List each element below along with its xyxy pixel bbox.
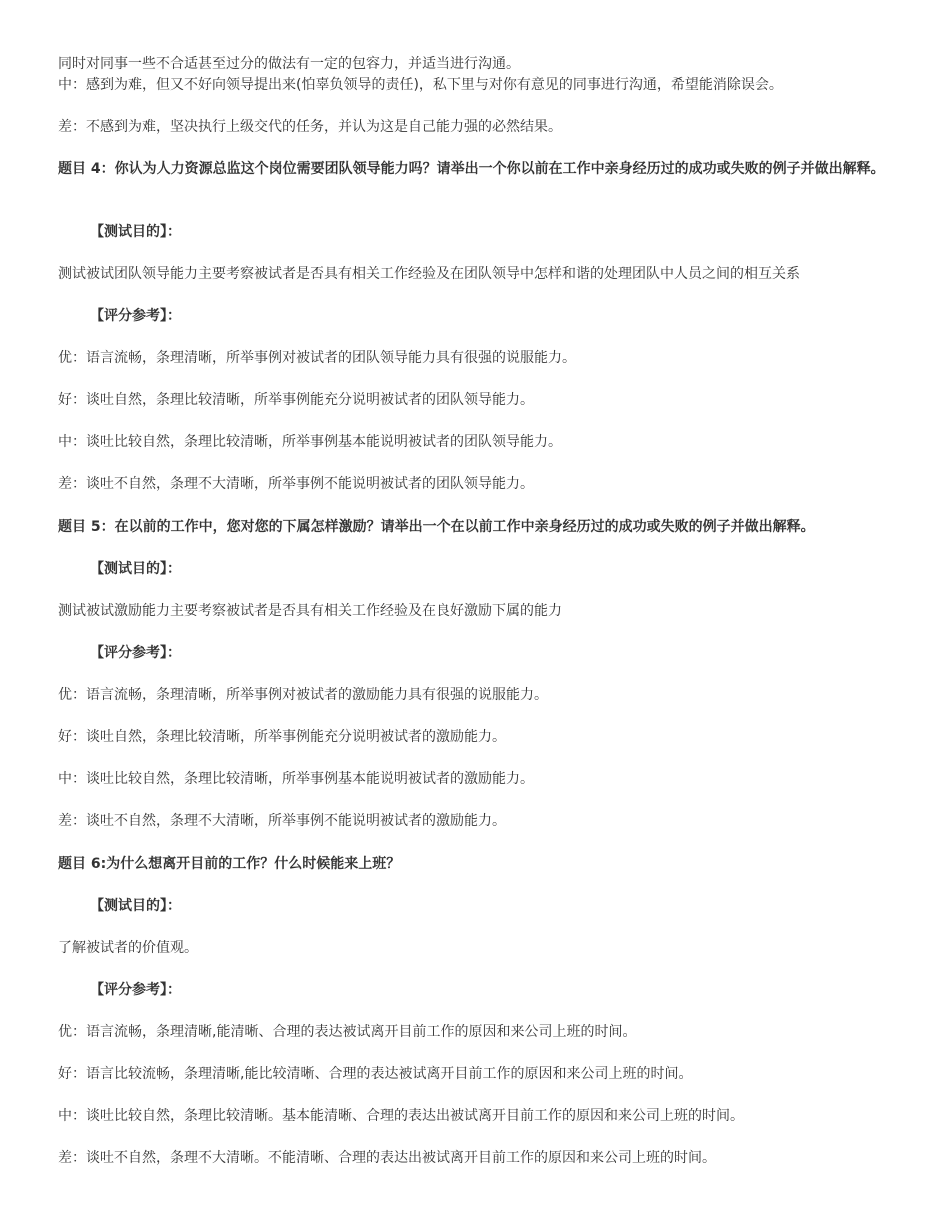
q4-purpose-text: 测试被试团队领导能力主要考察被试者是否具有相关工作经验及在团队领导中怎样和谐的处理团队中人员之间的相互关系 — [58, 266, 800, 282]
q6-purpose-heading: 【测试目的】： — [90, 898, 181, 914]
q4-purpose-heading: 【测试目的】： — [90, 224, 181, 240]
q6-purpose-text: 了解被试者的价值观。 — [58, 940, 198, 956]
question-5-title: 题目 5：在以前的工作中，您对您的下属怎样激励？请举出一个在以前工作中亲身经历过的成功或失败的例子并做出解释。 — [58, 519, 815, 535]
paragraph-intro-mid: 中：感到为难，但又不好向领导提出来(怕辜负领导的责任)，私下里与对你有意见的同事进行沟通，希望能消除误会。 — [58, 77, 783, 93]
q6-score-bad: 差：谈吐不自然，条理不大清晰。不能清晰、合理的表达出被试离开目前工作的原因和来公司上班的时间。 — [58, 1150, 716, 1166]
q4-score-good: 好：谈吐自然，条理比较清晰，所举事例能充分说明被试者的团队领导能力。 — [58, 392, 534, 408]
paragraph-intro-continuation: 同时对同事一些不合适甚至过分的做法有一定的包容力，并适当进行沟通。 — [58, 56, 520, 72]
q4-score-excellent: 优：语言流畅，条理清晰，所举事例对被试者的团队领导能力具有很强的说服能力。 — [58, 350, 576, 366]
q5-purpose-text: 测试被试激励能力主要考察被试者是否具有相关工作经验及在良好激励下属的能力 — [58, 603, 562, 619]
q5-purpose-heading: 【测试目的】： — [90, 561, 181, 577]
q5-score-good: 好：谈吐自然，条理比较清晰，所举事例能充分说明被试者的激励能力。 — [58, 729, 506, 745]
q5-score-bad: 差：谈吐不自然，条理不大清晰，所举事例不能说明被试者的激励能力。 — [58, 813, 506, 829]
q6-score-good: 好：语言比较流畅，条理清晰,能比较清晰、合理的表达被试离开目前工作的原因和来公司上班的时间。 — [58, 1066, 693, 1082]
q4-score-bad: 差：谈吐不自然，条理不大清晰，所举事例不能说明被试者的团队领导能力。 — [58, 476, 534, 492]
q5-score-excellent: 优：语言流畅，条理清晰，所举事例对被试者的激励能力具有很强的说服能力。 — [58, 687, 548, 703]
q4-score-mid: 中：谈吐比较自然，条理比较清晰，所举事例基本能说明被试者的团队领导能力。 — [58, 434, 562, 450]
q6-score-mid: 中：谈吐比较自然，条理比较清晰。基本能清晰、合理的表达出被试离开目前工作的原因和来公司上班的时间。 — [58, 1108, 744, 1124]
question-4-title: 题目 4：你认为人力资源总监这个岗位需要团队领导能力吗？请举出一个你以前在工作中亲身经历过的成功或失败的例子并做出解释。 — [58, 161, 885, 177]
q6-score-heading: 【评分参考】： — [90, 982, 181, 998]
paragraph-intro-bad: 差：不感到为难，坚决执行上级交代的任务，并认为这是自己能力强的必然结果。 — [58, 119, 562, 135]
q5-score-mid: 中：谈吐比较自然，条理比较清晰，所举事例基本能说明被试者的激励能力。 — [58, 771, 534, 787]
q6-score-excellent: 优：语言流畅，条理清晰,能清晰、合理的表达被试离开目前工作的原因和来公司上班的时间。 — [58, 1024, 637, 1040]
q4-score-heading: 【评分参考】： — [90, 308, 181, 324]
q5-score-heading: 【评分参考】： — [90, 645, 181, 661]
question-6-title: 题目 6:为什么想离开目前的工作？什么时候能来上班？ — [58, 856, 401, 872]
